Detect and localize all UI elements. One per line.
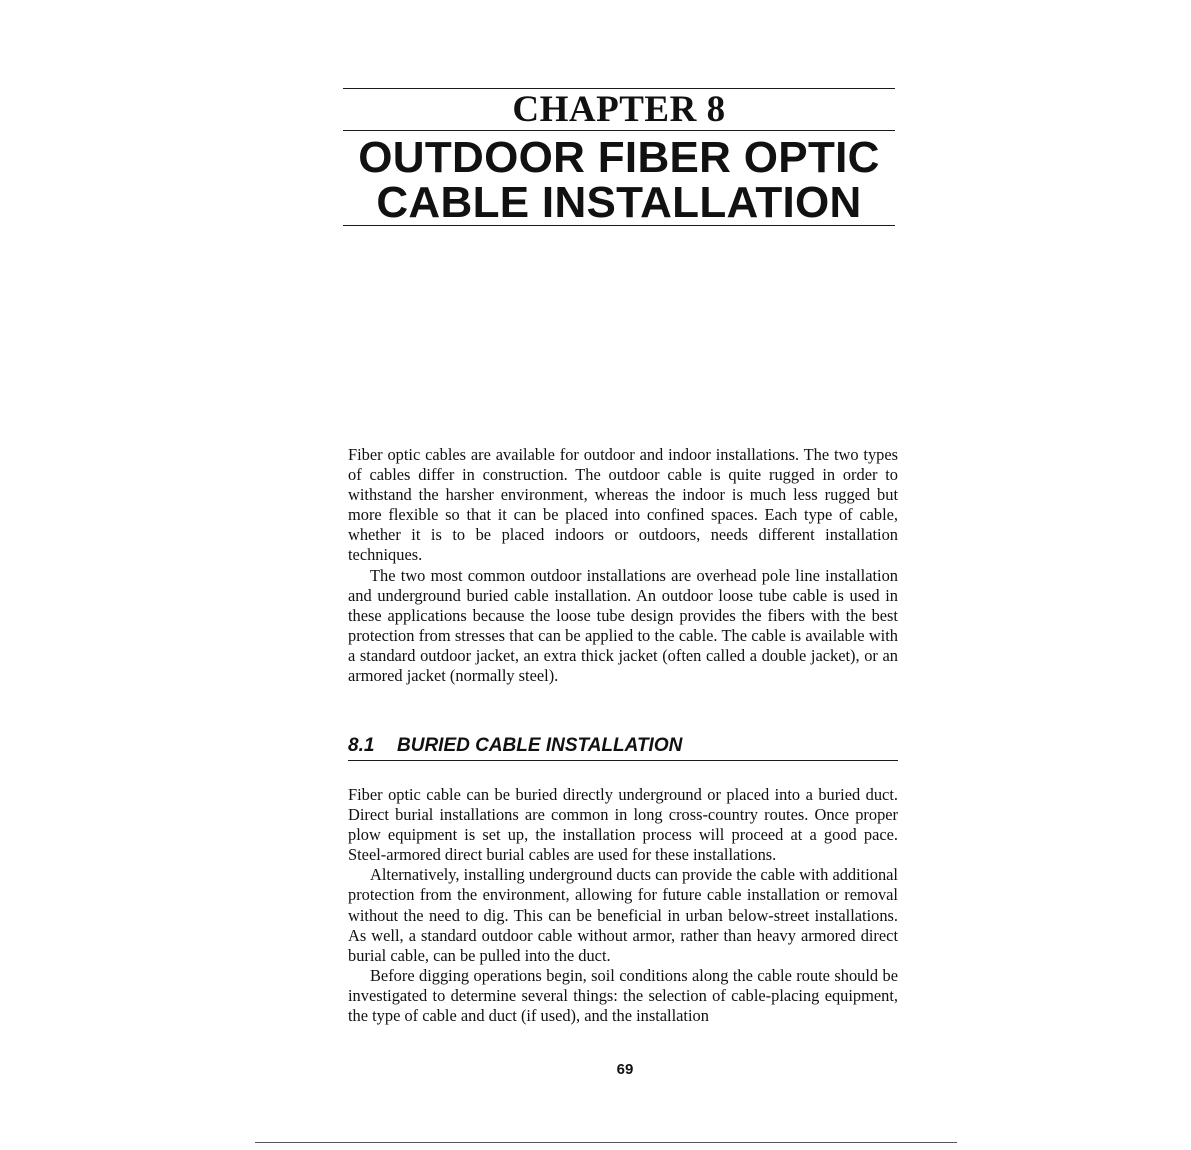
chapter-bottom-rule	[343, 225, 895, 226]
scan-edge-line	[255, 1142, 957, 1143]
chapter-title	[343, 135, 895, 225]
chapter-title-line: CABLE INSTALLATION	[376, 178, 862, 227]
section-number: 8.1	[348, 735, 375, 756]
intro-paragraph: The two most common outdoor installations are overhead pole line installation and underground buried cable installation. An outdoor loose tube cable is used in these applications because the loose tube design provides the fibers with the best protection from stresses that can be applied to the cable. The cable is available with a standard outdoor jacket, an extra thick jacket (often called a double jacket), or an armored jacket (normally steel).	[348, 565, 898, 686]
section-paragraph: Alternatively, installing underground ducts can provide the cable with additional protection from the environment, allowing for future cable installation or removal without the need to dig. This can be beneficial in urban below-street installations. As well, a standard outdoor cable without armor, rather than heavy armored direct burial cable, can be pulled into the duct.	[348, 865, 898, 965]
section-rule	[348, 760, 898, 761]
section-heading	[348, 734, 682, 758]
chapter-mid-rule	[343, 130, 895, 131]
section-paragraph: Fiber optic cable can be buried directly underground or placed into a buried duct. Direct burial installations are common in long cross-country routes. Once proper plow equipment is set up, the installation process will proceed at a good pace. Steel-armored direct burial cables are used for these installations.	[348, 785, 898, 865]
section-paragraph: Before digging operations begin, soil conditions along the cable route should be investigated to determine several things: the selection of cable-placing equipment, the type of cable and duct (if used), and the installation	[348, 965, 898, 1026]
intro-paragraph: Fiber optic cables are available for outdoor and indoor installations. The two types of cables differ in construction. The outdoor cable is quite rugged in order to withstand the harsher environment, whereas the indoor is much less rugged but more flexible so that it can be placed into confined spaces. Each type of cable, whether it is to be placed indoors or outdoors, needs different installation techniques.	[348, 445, 898, 565]
section-text	[348, 785, 898, 1026]
intro-text	[348, 445, 898, 686]
chapter-label: CHAPTER 8	[512, 89, 726, 130]
section-title: BURIED CABLE INSTALLATION	[397, 735, 683, 756]
page-number: 69	[616, 1061, 634, 1078]
chapter-title-line: OUTDOOR FIBER OPTIC	[358, 133, 880, 182]
